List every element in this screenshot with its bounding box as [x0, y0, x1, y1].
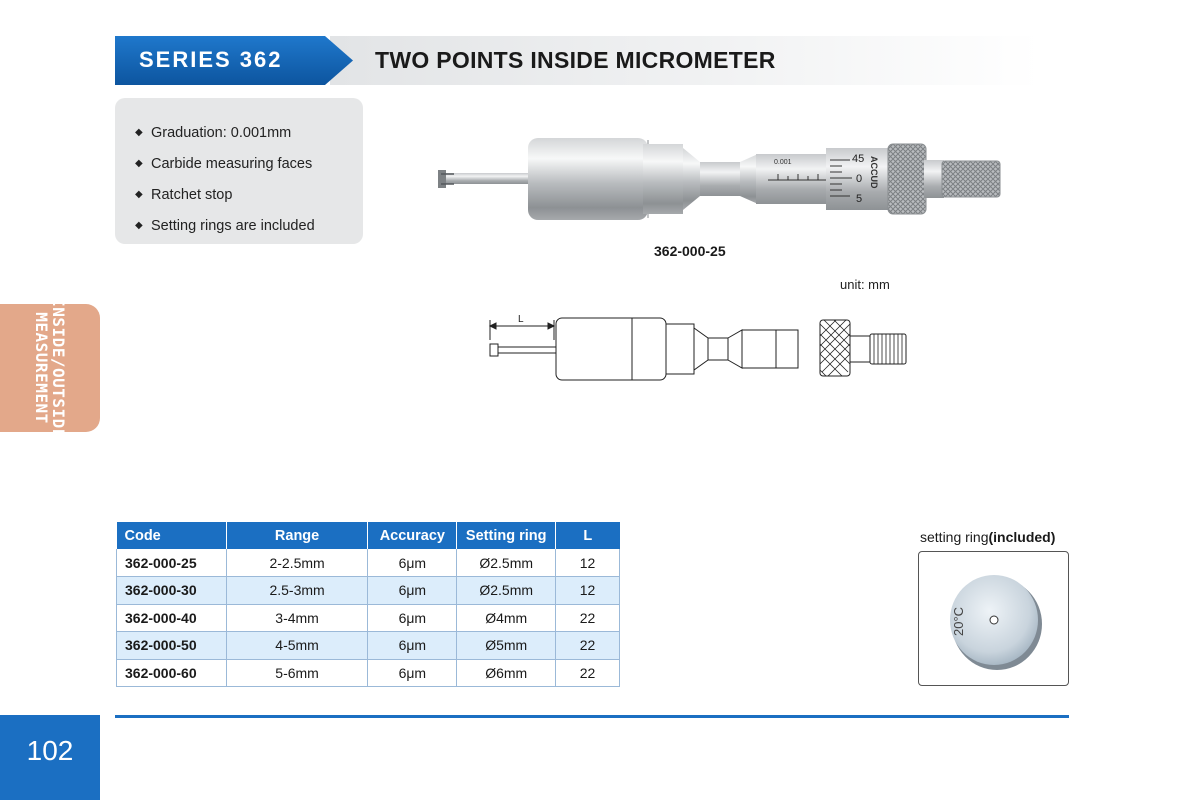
cell-setting-ring: Ø2.5mm — [457, 577, 556, 605]
table-row — [117, 659, 620, 687]
column-header-range: Range — [226, 522, 368, 549]
page-title: TWO POINTS INSIDE MICROMETER — [375, 47, 776, 73]
cell-range: 2.5-3mm — [226, 577, 368, 605]
side-tab-line: INSIDE/OUTSIDE — [49, 297, 68, 439]
unit-label: unit: mm — [840, 277, 890, 292]
feature-text: Setting rings are included — [151, 217, 315, 234]
cell-l: 22 — [556, 604, 620, 632]
feature-text: Graduation: 0.001mm — [151, 124, 292, 141]
cell-range: 5-6mm — [226, 659, 368, 687]
diamond-bullet-icon: ◆ — [135, 158, 143, 169]
setting-ring-caption-bold: (included) — [988, 529, 1056, 545]
table-header-row — [117, 522, 620, 549]
cell-l: 22 — [556, 632, 620, 660]
diamond-bullet-icon: ◆ — [135, 220, 143, 231]
brand-engraving: ACCUD — [869, 156, 879, 189]
cell-code: 362-000-50 — [117, 632, 227, 660]
cell-range: 3-4mm — [226, 604, 368, 632]
cell-setting-ring: Ø2.5mm — [457, 549, 556, 577]
feature-text: Ratchet stop — [151, 186, 233, 203]
thimble-scale-5: 5 — [856, 193, 863, 205]
setting-ring-caption — [920, 529, 1055, 545]
feature-item — [135, 210, 363, 241]
cell-accuracy: 6μm — [368, 632, 457, 660]
thimble-scale-0: 0 — [856, 173, 863, 185]
cell-setting-ring: Ø4mm — [457, 604, 556, 632]
product-photo-code: 362-000-25 — [654, 243, 726, 259]
column-header-l: L — [556, 522, 620, 549]
table-row — [117, 632, 620, 660]
footer-rule — [115, 715, 1069, 718]
diamond-bullet-icon: ◆ — [135, 127, 143, 138]
cell-accuracy: 6μm — [368, 604, 457, 632]
features-box — [115, 98, 363, 244]
page-number-box — [0, 715, 100, 800]
cell-code: 362-000-40 — [117, 604, 227, 632]
column-header-accuracy: Accuracy — [368, 522, 457, 549]
technical-drawing — [486, 310, 916, 391]
cell-code: 362-000-30 — [117, 577, 227, 605]
svg-text:0.001: 0.001 — [774, 159, 792, 166]
cell-accuracy: 6μm — [368, 659, 457, 687]
table-row — [117, 549, 620, 577]
feature-text: Carbide measuring faces — [151, 155, 313, 172]
thimble-scale-45: 45 — [852, 153, 865, 165]
setting-ring-caption-text: setting ring — [920, 529, 989, 545]
cell-accuracy: 6μm — [368, 577, 457, 605]
column-header-setting-ring: Setting ring — [457, 522, 556, 549]
spec-table — [116, 522, 620, 687]
cell-code: 362-000-60 — [117, 659, 227, 687]
cell-setting-ring: Ø5mm — [457, 632, 556, 660]
feature-item — [135, 179, 363, 210]
cell-l: 22 — [556, 659, 620, 687]
column-header-code: Code — [117, 522, 227, 549]
cell-code: 362-000-25 — [117, 549, 227, 577]
setting-ring-image-box — [918, 551, 1069, 686]
page-number: 102 — [26, 735, 74, 766]
side-tab-label — [33, 297, 67, 439]
series-banner — [115, 36, 355, 85]
setting-ring-image — [919, 552, 1070, 687]
cell-accuracy: 6μm — [368, 549, 457, 577]
cell-range: 4-5mm — [226, 632, 368, 660]
series-label: SERIES 362 — [139, 47, 283, 72]
cell-setting-ring: Ø6mm — [457, 659, 556, 687]
cell-range: 2-2.5mm — [226, 549, 368, 577]
micrometer-photo — [438, 134, 1008, 229]
ring-engraving: 20°C — [951, 606, 966, 636]
side-tab-line: MEASUREMENT — [32, 312, 51, 424]
feature-item — [135, 148, 363, 179]
feature-item — [135, 117, 363, 148]
table-row — [117, 577, 620, 605]
table-row — [117, 604, 620, 632]
cell-l: 12 — [556, 577, 620, 605]
diamond-bullet-icon: ◆ — [135, 189, 143, 200]
section-side-tab — [0, 297, 100, 439]
cell-l: 12 — [556, 549, 620, 577]
dimension-l-label: L — [518, 314, 524, 325]
